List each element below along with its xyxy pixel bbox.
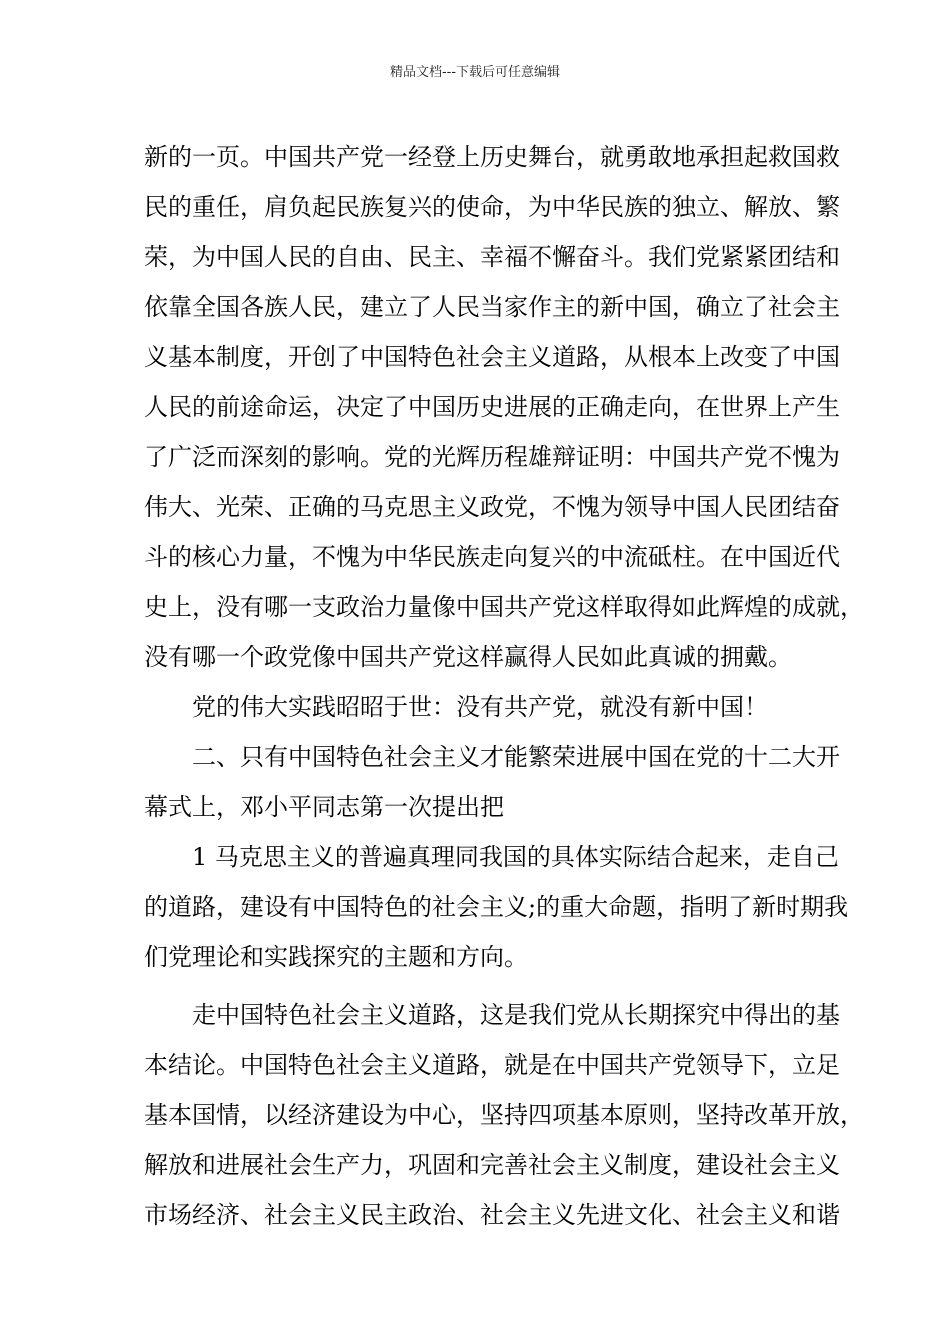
text-line: 人民的前途命运，决定了中国历史进展的正确走向，在世界上产生 [144,393,840,421]
text-line: 义基本制度，开创了中国特色社会主义道路，从根本上改变了中国 [144,343,840,371]
text-line: 了广泛而深刻的影响。党的光辉历程雄辩证明：中国共产党不愧为 [144,443,840,471]
text-line: 基本国情，以经济建设为中心，坚持四项基本原则，坚持改革开放， [144,1101,864,1129]
paragraph-4 [144,832,849,982]
text-line: 荣，为中国人民的自由、民主、幸福不懈奋斗。我们党紧紧团结和 [144,243,840,271]
text-line: 二、只有中国特色社会主义才能繁荣进展中国在党的十二大开 [192,743,840,771]
text-line: 党的伟大实践昭昭于世：没有共产党，就没有新中国！ [192,693,768,721]
text-line: 本结论。中国特色社会主义道路，就是在中国共产党领导下，立足 [144,1051,840,1079]
paragraph-gap [144,982,808,990]
text-line: 新的一页。中国共产党一经登上历史舞台，就勇敢地承担起救国救 [144,143,840,171]
text-line: 走中国特色社会主义道路，这是我们党从长期探究中得出的基 [192,1001,840,1029]
paragraph-3 [144,732,840,832]
text-line: 斗的核心力量，不愧为中华民族走向复兴的中流砥柱。在中国近代 [144,543,840,571]
paragraph-2 [144,682,808,732]
text-line: 市场经济、社会主义民主政治、社会主义先进文化、社会主义和谐 [144,1201,840,1229]
text-line: 解放和进展社会生产力，巩固和完善社会主义制度，建设社会主义 [144,1151,840,1179]
text-line: 伟大、光荣、正确的马克思主义政党，不愧为领导中国人民团结奋 [144,493,840,521]
paragraph-5 [144,990,864,1240]
text-line: 们党理论和实践探究的主题和方向。 [144,943,528,971]
text-line: 幕式上，邓小平同志第一次提出把 [144,793,504,821]
text-line: 依靠全国各族人民，建立了人民当家作主的新中国，确立了社会主 [144,293,840,321]
page-header: 精品文档---下载后可任意编辑 [389,65,561,80]
paragraph-1 [144,132,864,682]
text-line: 没有哪一个政党像中国共产党这样赢得人民如此真诚的拥戴。 [144,643,792,671]
text-line: 史上，没有哪一支政治力量像中国共产党这样取得如此辉煌的成就， [144,593,864,621]
text-line: 民的重任，肩负起民族复兴的使命，为中华民族的独立、解放、繁 [144,193,840,221]
document-body [144,132,864,1240]
text-line: 的道路，建设有中国特色的社会主义;的重大命题，指明了新时期我 [144,893,849,921]
text-line: 1 马克思主义的普遍真理同我国的具体实际结合起来，走自己 [192,843,839,871]
